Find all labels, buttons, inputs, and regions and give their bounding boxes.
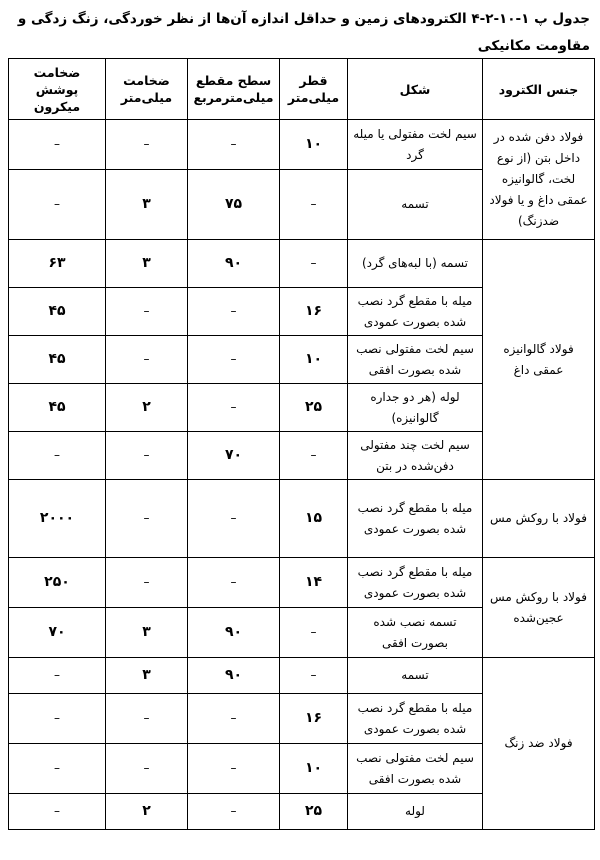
area-cell: – (188, 480, 280, 558)
coating-cell: ۲۰۰۰ (9, 480, 106, 558)
diameter-cell: ۱۶ (280, 288, 348, 336)
table-body (9, 120, 595, 830)
area-cell: – (188, 288, 280, 336)
header-thickness: ضخامت میلی‌متر (106, 59, 188, 120)
shape-cell: میله با مقطع گرد نصب شده بصورت عمودی (348, 480, 483, 558)
coating-cell: ۲۵۰ (9, 558, 106, 608)
table-row (9, 480, 595, 558)
material-cell: فولاد با روکش مس (483, 480, 595, 558)
coating-cell: ۴۵ (9, 288, 106, 336)
shape-cell: تسمه (348, 658, 483, 694)
area-cell: ۹۰ (188, 240, 280, 288)
coating-cell: – (9, 170, 106, 240)
shape-cell: تسمه نصب شده بصورت افقی (348, 608, 483, 658)
header-diameter: قطر میلی‌متر (280, 59, 348, 120)
thickness-cell: ۳ (106, 608, 188, 658)
table-row (9, 558, 595, 608)
thickness-cell: ۳ (106, 240, 188, 288)
shape-cell: تسمه (348, 170, 483, 240)
coating-cell: ۶۳ (9, 240, 106, 288)
header-area: سطح مقطع میلی‌مترمربع (188, 59, 280, 120)
thickness-cell: – (106, 432, 188, 480)
table-row (9, 658, 595, 694)
table-caption: جدول پ ۱-۱۰-۲-۴ الکترودهای زمین و حداقل اندازه آن‌ها از نظر خوردگی، زنگ زدگی و مقاومت مکانیکی (17, 11, 590, 54)
material-cell: فولاد با روکش مس عجین‌شده (483, 558, 595, 658)
area-cell: ۷۵ (188, 170, 280, 240)
diameter-cell: ۱۶ (280, 694, 348, 744)
diameter-cell: – (280, 432, 348, 480)
area-cell: – (188, 558, 280, 608)
thickness-cell: – (106, 744, 188, 794)
coating-cell: – (9, 432, 106, 480)
thickness-cell: ۳ (106, 170, 188, 240)
shape-cell: لوله (348, 794, 483, 830)
shape-cell: میله با مقطع گرد نصب شده بصورت عمودی (348, 694, 483, 744)
coating-cell: – (9, 794, 106, 830)
shape-cell: سیم لخت مفتولی نصب شده بصورت افقی (348, 744, 483, 794)
diameter-cell: ۲۵ (280, 794, 348, 830)
thickness-cell: – (106, 694, 188, 744)
shape-cell: سیم لخت چند مفتولی دفن‌شده در بتن (348, 432, 483, 480)
area-cell: – (188, 694, 280, 744)
diameter-cell: ۲۵ (280, 384, 348, 432)
coating-cell: – (9, 658, 106, 694)
diameter-cell: ۱۰ (280, 744, 348, 794)
table-row (9, 120, 595, 170)
area-cell: – (188, 794, 280, 830)
shape-cell: میله با مقطع گرد نصب شده بصورت عمودی (348, 558, 483, 608)
coating-cell: ۴۵ (9, 336, 106, 384)
diameter-cell: – (280, 608, 348, 658)
area-cell: – (188, 744, 280, 794)
header-coating: ضخامت پوشش میکرون (9, 59, 106, 120)
thickness-cell: ۲ (106, 794, 188, 830)
diameter-cell: – (280, 240, 348, 288)
thickness-cell: – (106, 288, 188, 336)
material-cell: فولاد دفن شده در داخل بتن (از نوع لخت، گالوانیزه عمقی داغ و یا فولاد ضدزنگ) (483, 120, 595, 240)
diameter-cell: – (280, 658, 348, 694)
area-cell: – (188, 120, 280, 170)
coating-cell: ۷۰ (9, 608, 106, 658)
thickness-cell: – (106, 336, 188, 384)
material-cell: فولاد گالوانیزه عمقی داغ (483, 240, 595, 480)
header-row (9, 59, 595, 120)
area-cell: ۹۰ (188, 658, 280, 694)
electrode-table (8, 58, 595, 830)
thickness-cell: ۳ (106, 658, 188, 694)
thickness-cell: – (106, 120, 188, 170)
area-cell: ۹۰ (188, 608, 280, 658)
thickness-cell: – (106, 480, 188, 558)
header-shape: شکل (348, 59, 483, 120)
shape-cell: لوله (هر دو جداره گالوانیزه) (348, 384, 483, 432)
thickness-cell: – (106, 558, 188, 608)
shape-cell: میله با مقطع گرد نصب شده بصورت عمودی (348, 288, 483, 336)
area-cell: ۷۰ (188, 432, 280, 480)
shape-cell: سیم لخت مفتولی یا میله گرد (348, 120, 483, 170)
diameter-cell: ۱۴ (280, 558, 348, 608)
thickness-cell: ۲ (106, 384, 188, 432)
area-cell: – (188, 384, 280, 432)
header-material: جنس الکترود (483, 59, 595, 120)
shape-cell: تسمه (با لبه‌های گرد) (348, 240, 483, 288)
shape-cell: سیم لخت مفتولی نصب شده بصورت افقی (348, 336, 483, 384)
table-row (9, 240, 595, 288)
area-cell: – (188, 336, 280, 384)
coating-cell: – (9, 744, 106, 794)
coating-cell: – (9, 120, 106, 170)
diameter-cell: – (280, 170, 348, 240)
diameter-cell: ۱۰ (280, 336, 348, 384)
coating-cell: ۴۵ (9, 384, 106, 432)
diameter-cell: ۱۵ (280, 480, 348, 558)
coating-cell: – (9, 694, 106, 744)
material-cell: فولاد ضد زنگ (483, 658, 595, 830)
diameter-cell: ۱۰ (280, 120, 348, 170)
